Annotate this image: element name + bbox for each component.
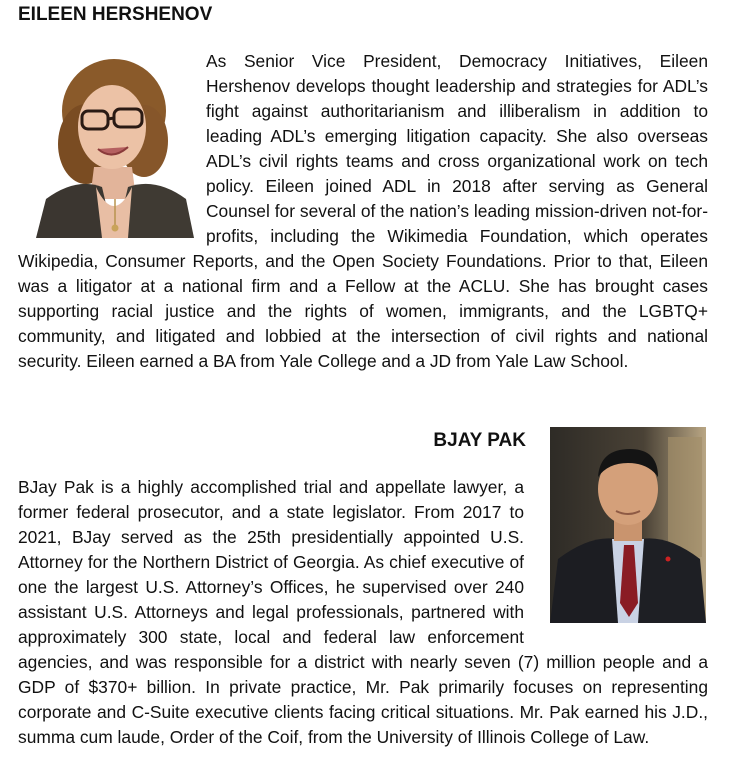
profile-bio: BJay Pak is a highly accomplished trial and appellate lawyer, a former federal prosecutor, and a state legislator. From 2017 to 2021, BJay served as the 25th presidentially appointed U.S. Attorney for the Northern District of Georgia. As chief executive of one the largest U.S. Attorney’s Offices, he supervised over 240 assistant U.S. Attorneys and legal professionals, partnered with approximately 300 state, local and federal law enforcement agencies, and was responsible for a district with nearly seven (7) million people and a GDP of $370+ billion. In private practice, Mr. Pak primarily focuses on representing corporate and C-Suite executive clients facing critical situations. Mr. Pak earned his J.D., summa cum laude, Order of the Coif, from the University of Illinois College of Law. bbox=[18, 477, 708, 747]
portrait-photo bbox=[550, 427, 706, 623]
profile-name: BJAY PAK bbox=[433, 430, 526, 451]
profile-bio: As Senior Vice President, Democracy Initiatives, Eileen Hershenov develops thought leadership and strategies for ADL’s fight against authoritarianism and illiberalism in addition to leading ADL’s emerging litigation capacity. She also overseas ADL’s civil rights teams and cross organizational work on tech policy. Eileen joined ADL in 2018 after serving as General Counsel for several of the nation’s leading mission-driven not-for-profits, including the Wikimedia Foundation, which operates Wikipedia, Consumer Reports, and the Open Society Foundations. Prior to that, Eileen was a litigator at a national firm and a Fellow at the ACLU. She has brought cases supporting racial justice and the rights of women, immigrants, and the LGBTQ+ community, and litigated and lobbied at the intersection of civil rights and national security. Eileen earned a BA from Yale College and a JD from Yale Law School. bbox=[18, 51, 708, 371]
profile-eileen-hershenov bbox=[18, 2, 708, 374]
portrait-photo bbox=[36, 49, 194, 238]
profile-name: EILEEN HERSHENOV bbox=[18, 4, 213, 25]
profile-bjay-pak bbox=[18, 427, 708, 750]
